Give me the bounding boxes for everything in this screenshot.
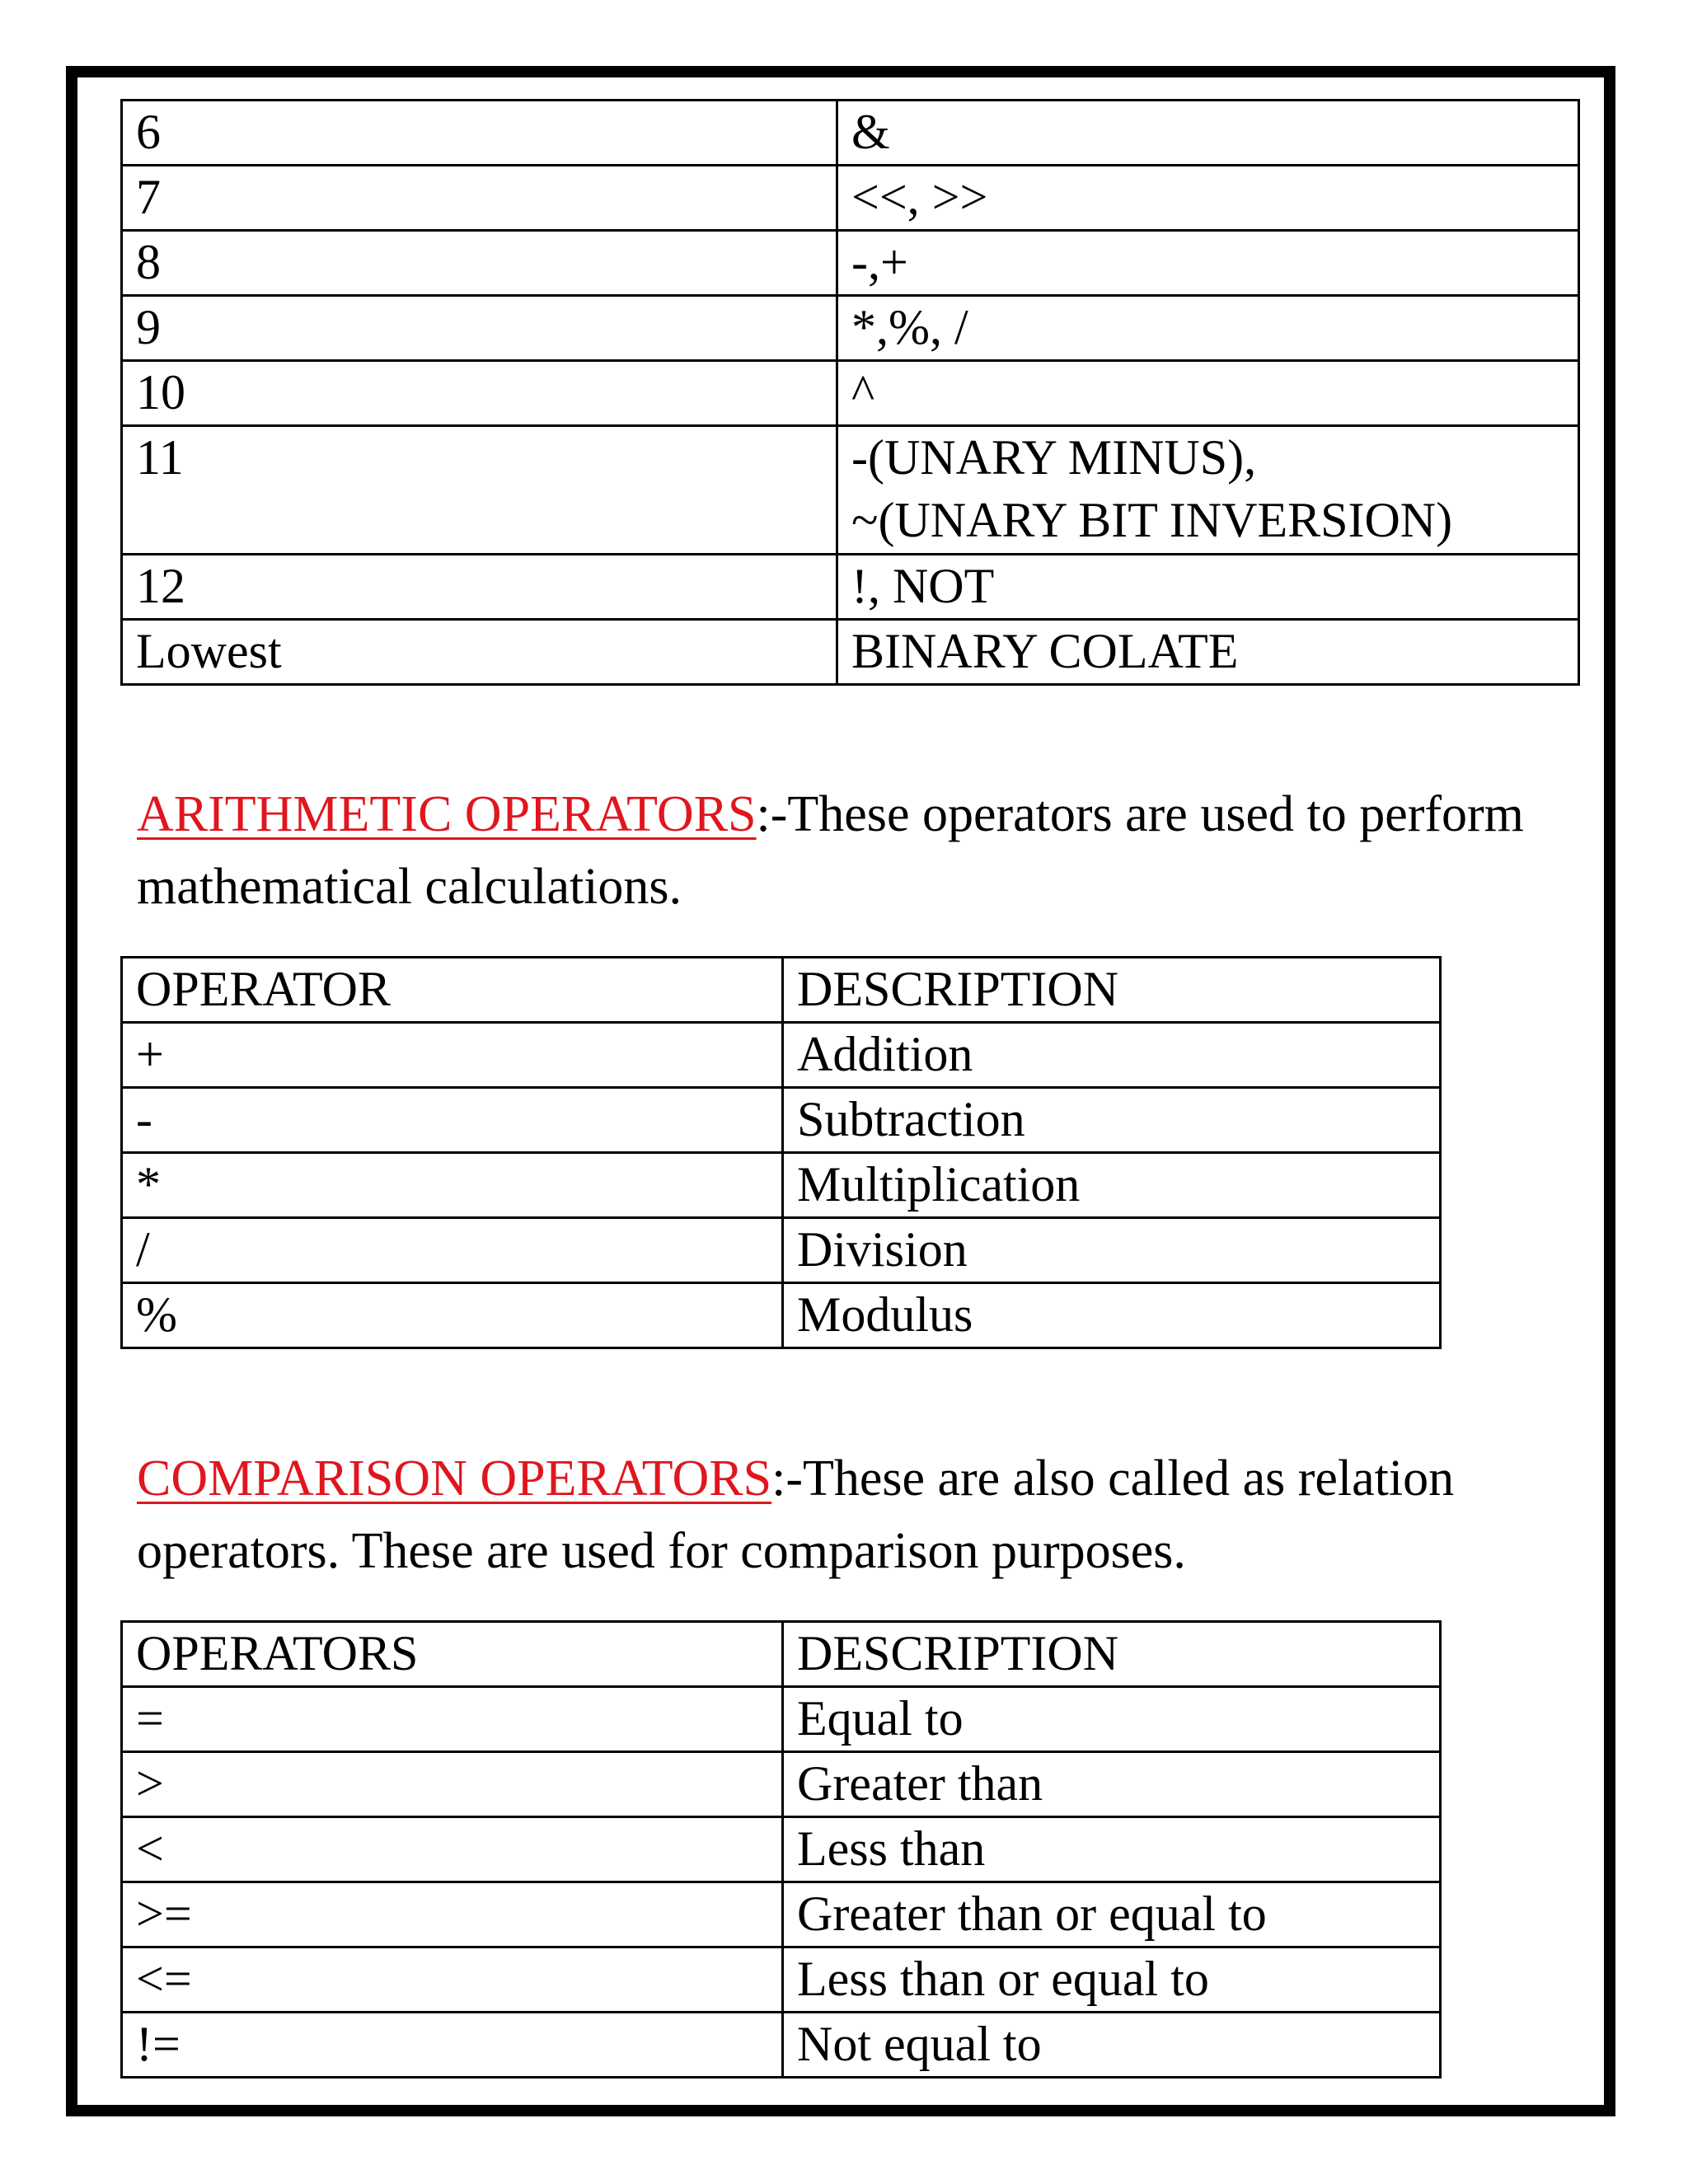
operators-line-2: ~(UNARY BIT INVERSION) [851, 493, 1453, 547]
description-cell: Equal to [783, 1687, 1441, 1752]
table-row [122, 1283, 1441, 1348]
description-cell: Division [783, 1218, 1441, 1283]
table-row [122, 1153, 1441, 1218]
table-row [122, 296, 1579, 361]
description-cell: Greater than [783, 1752, 1441, 1817]
precedence-operators-cell: -,+ [837, 231, 1579, 296]
table-row [122, 1023, 1441, 1088]
column-header-description: DESCRIPTION [783, 1622, 1441, 1687]
table-row [122, 166, 1579, 231]
precedence-level-cell: 9 [122, 296, 837, 361]
operator-cell: % [122, 1283, 783, 1348]
precedence-level-cell: 10 [122, 361, 837, 426]
operator-cell: + [122, 1023, 783, 1088]
precedence-level-cell: 8 [122, 231, 837, 296]
description-cell: Less than [783, 1817, 1441, 1882]
precedence-level-cell: 12 [122, 555, 837, 620]
operator-cell: - [122, 1088, 783, 1153]
operator-cell: > [122, 1752, 783, 1817]
table-row [122, 2013, 1441, 2078]
operators-line-1: -(UNARY MINUS), [851, 430, 1257, 485]
operator-precedence-table [120, 99, 1580, 686]
table-row [122, 1947, 1441, 2013]
table-header-row [122, 958, 1441, 1023]
table-row [122, 101, 1579, 166]
operator-cell: < [122, 1817, 783, 1882]
description-cell: Less than or equal to [783, 1947, 1441, 2013]
description-cell: Addition [783, 1023, 1441, 1088]
table-row [122, 1752, 1441, 1817]
column-header-description: DESCRIPTION [783, 958, 1441, 1023]
precedence-level-cell: 7 [122, 166, 837, 231]
description-cell: Not equal to [783, 2013, 1441, 2078]
comparison-operators-text: :-These are also called as relation operators. These are used for comparison purposes. [137, 1451, 1455, 1579]
arithmetic-operators-heading: ARITHMETIC OPERATORS [137, 786, 757, 842]
operator-cell: >= [122, 1882, 783, 1947]
comparison-operators-table [120, 1620, 1442, 2079]
table-row [122, 1218, 1441, 1283]
precedence-operators-cell: !, NOT [837, 555, 1579, 620]
description-cell: Greater than or equal to [783, 1882, 1441, 1947]
table-row [122, 1088, 1441, 1153]
table-row [122, 555, 1579, 620]
table-header-row [122, 1622, 1441, 1687]
precedence-operators-cell [837, 426, 1579, 555]
table-row [122, 231, 1579, 296]
arithmetic-operators-table [120, 956, 1442, 1349]
comparison-operators-paragraph [137, 1442, 1587, 1587]
table-row [122, 426, 1579, 555]
description-cell: Subtraction [783, 1088, 1441, 1153]
table-row [122, 1817, 1441, 1882]
precedence-operators-cell: BINARY COLATE [837, 620, 1579, 685]
table-row [122, 1687, 1441, 1752]
operator-cell: <= [122, 1947, 783, 2013]
operator-cell: / [122, 1218, 783, 1283]
description-cell: Multiplication [783, 1153, 1441, 1218]
precedence-operators-cell: <<, >> [837, 166, 1579, 231]
table-row [122, 361, 1579, 426]
operator-cell: * [122, 1153, 783, 1218]
precedence-operators-cell: *,%, / [837, 296, 1579, 361]
operator-cell: != [122, 2013, 783, 2078]
precedence-level-cell: Lowest [122, 620, 837, 685]
table-row [122, 620, 1579, 685]
precedence-level-cell: 6 [122, 101, 837, 166]
arithmetic-operators-paragraph [137, 778, 1587, 923]
column-header-operator: OPERATOR [122, 958, 783, 1023]
comparison-operators-heading: COMPARISON OPERATORS [137, 1451, 772, 1507]
description-cell: Modulus [783, 1283, 1441, 1348]
operator-cell: = [122, 1687, 783, 1752]
table-row [122, 1882, 1441, 1947]
column-header-operators: OPERATORS [122, 1622, 783, 1687]
precedence-operators-cell: ^ [837, 361, 1579, 426]
precedence-operators-cell: & [837, 101, 1579, 166]
arithmetic-operators-text: :-These operators are used to perform mathematical calculations. [137, 786, 1524, 915]
precedence-level-cell: 11 [122, 426, 837, 555]
